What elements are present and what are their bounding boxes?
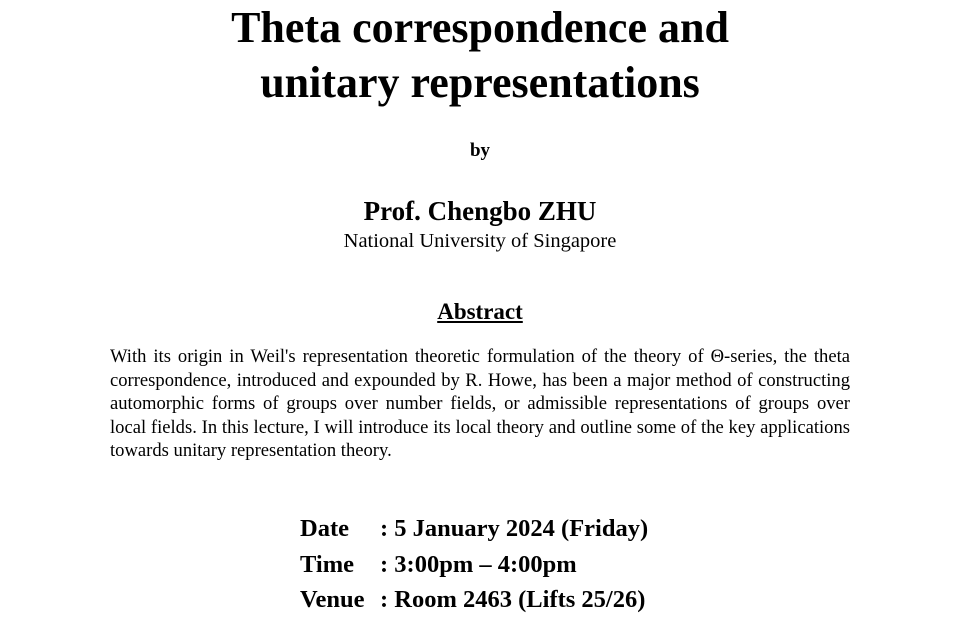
detail-label: Date	[300, 515, 349, 542]
abstract-heading: Abstract	[437, 299, 523, 324]
talk-title	[0, 0, 960, 110]
speaker-affiliation: National University of Singapore	[343, 230, 617, 252]
detail-label: Venue	[300, 586, 365, 613]
detail-time	[300, 547, 648, 583]
event-details	[300, 511, 648, 618]
abstract-text: With its origin in Weil's representation theoretic formulation of the theory of Θ-series, the theta correspondence, introduced and expounded by R. Howe, has been a major method of constructing automorphic forms of groups over number fields, or admissible representations of groups over local fields. In this lecture, I will introduce its local theory and outline some of the key applications towards unitary representation theory.	[110, 346, 850, 462]
by-label: by	[469, 140, 491, 161]
detail-value: : 3:00pm – 4:00pm	[380, 550, 577, 578]
title-line-2: unitary representations	[260, 58, 700, 107]
detail-value: : Room 2463 (Lifts 25/26)	[380, 586, 646, 613]
speaker-name: Prof. Chengbo ZHU	[363, 196, 597, 226]
detail-date	[300, 511, 648, 547]
detail-value: : 5 January 2024 (Friday)	[380, 515, 649, 542]
detail-label: Time	[300, 550, 354, 578]
title-line-1: Theta correspondence and	[231, 3, 729, 52]
